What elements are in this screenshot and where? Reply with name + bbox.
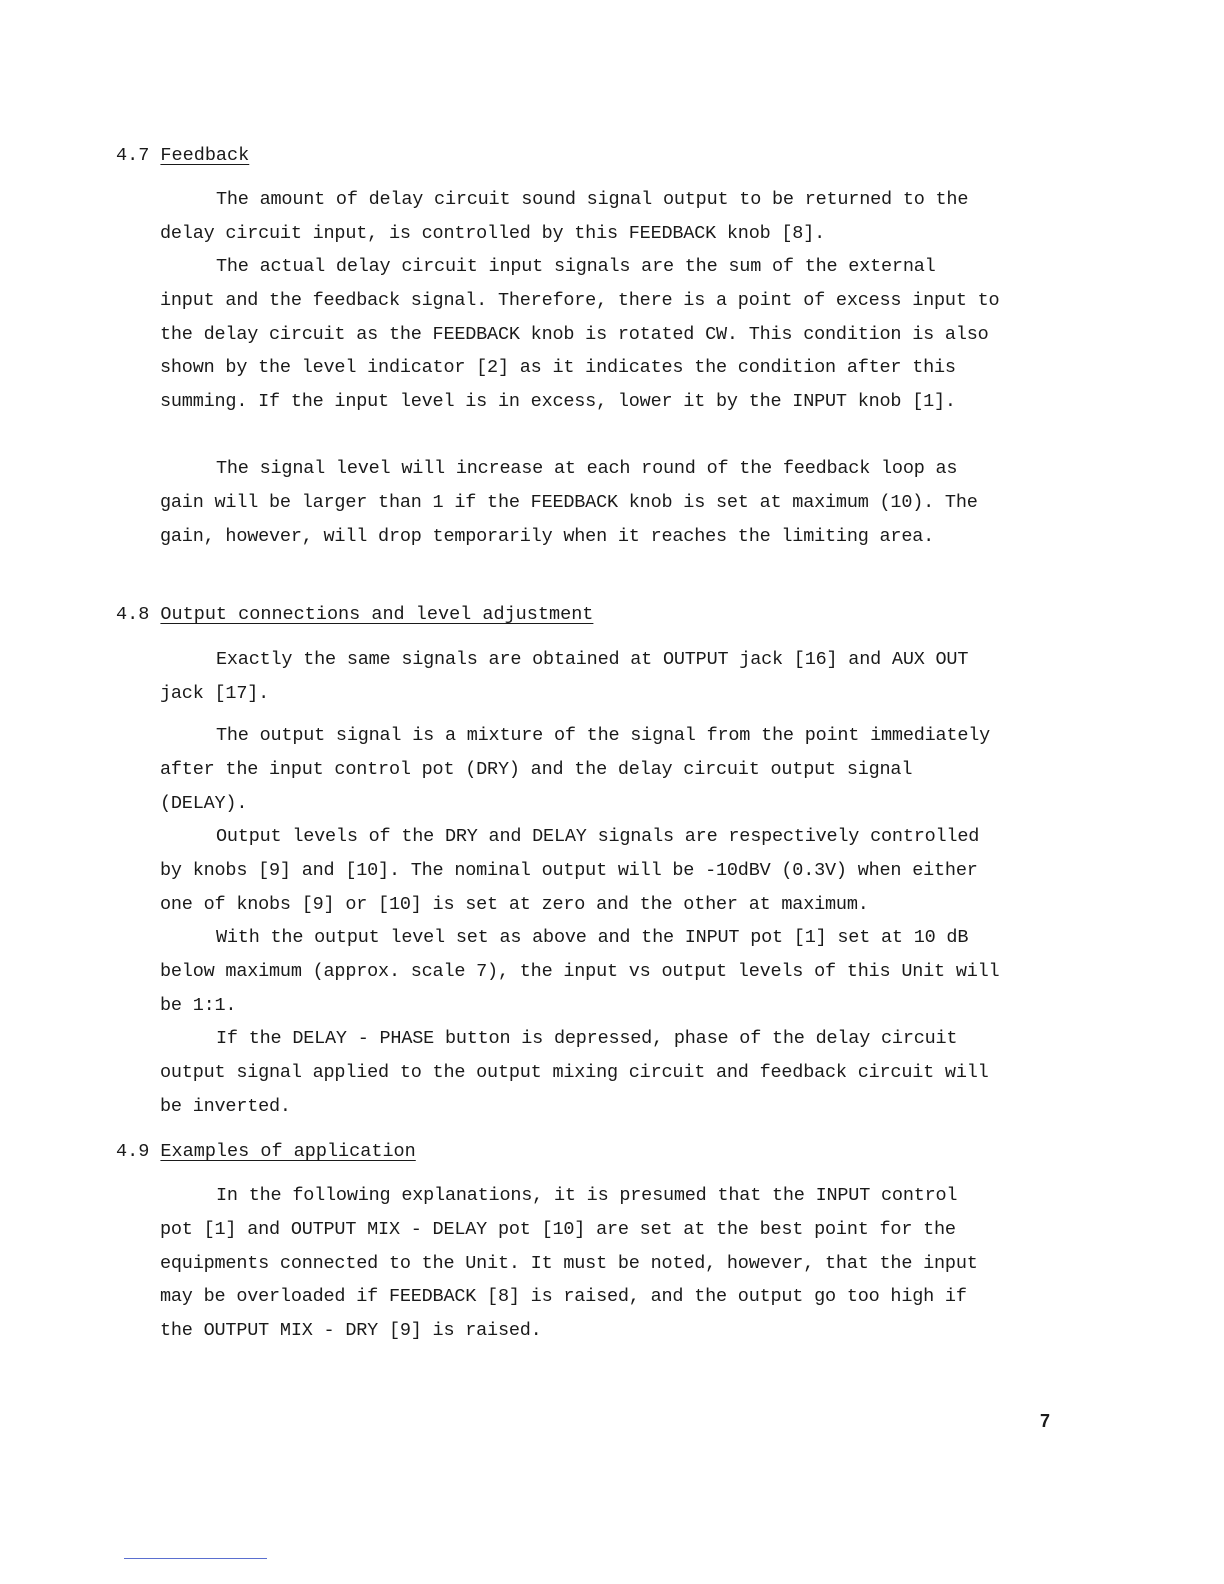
paragraph: If the DELAY - PHASE button is depressed, phase of the delay circuit output signal applied to the output mixing circuit and feedback circuit will be inverted. xyxy=(160,1028,989,1117)
section-title: Examples of application xyxy=(160,1141,416,1162)
page-number: 7 xyxy=(1040,1411,1051,1431)
section-title: Output connections and level adjustment xyxy=(160,604,594,625)
section-heading-4-8 xyxy=(116,604,593,626)
paragraph: The amount of delay circuit sound signal output to be returned to the delay circuit input, is controlled by this FEEDBACK knob [8]. xyxy=(160,189,969,244)
footer-rule xyxy=(124,1558,267,1559)
paragraph: Exactly the same signals are obtained at OUTPUT jack [16] and AUX OUT jack [17]. xyxy=(160,649,969,704)
section-number: 4.7 xyxy=(116,145,150,166)
paragraph: The actual delay circuit input signals are the sum of the external input and the feedback signal. Therefore, there is a point of excess input to the delay circuit as the FEEDBACK knob is rotated CW. This condition is also shown by the level indicator [2] as it indicates the condition after this summing. If the input level is in excess, lower it by the INPUT knob [1]. xyxy=(160,256,1000,413)
paragraph: The signal level will increase at each round of the feedback loop as gain will be larger than 1 if the FEEDBACK knob is set at maximum (10). The gain, however, will drop temporarily when it reaches the limiting area. xyxy=(160,458,978,547)
paragraph: With the output level set as above and the INPUT pot [1] set at 10 dB below maximum (approx. scale 7), the input vs output levels of this Unit will be 1:1. xyxy=(160,927,1000,1016)
section-heading-4-9 xyxy=(116,1141,416,1163)
paragraph: Output levels of the DRY and DELAY signals are respectively controlled by knobs [9] and [10]. The nominal output will be -10dBV (0.3V) when either one of knobs [9] or [10] is set at zero and the other at maximum. xyxy=(160,826,980,915)
section-number: 4.9 xyxy=(116,1141,150,1162)
section-title: Feedback xyxy=(160,145,250,166)
paragraph: The output signal is a mixture of the signal from the point immediately after the input control pot (DRY) and the delay circuit output signal (DELAY). xyxy=(160,725,991,814)
section-heading-4-7 xyxy=(116,145,249,167)
section-number: 4.8 xyxy=(116,604,150,625)
paragraph: In the following explanations, it is presumed that the INPUT control pot [1] and OUTPUT MIX - DELAY pot [10] are set at the best point for the equipments connected to the Unit. It must be noted, however, that the input may be overloaded if FEEDBACK [8] is raised, and the output go too high if the OUTPUT MIX - DRY [9] is raised. xyxy=(160,1185,978,1342)
